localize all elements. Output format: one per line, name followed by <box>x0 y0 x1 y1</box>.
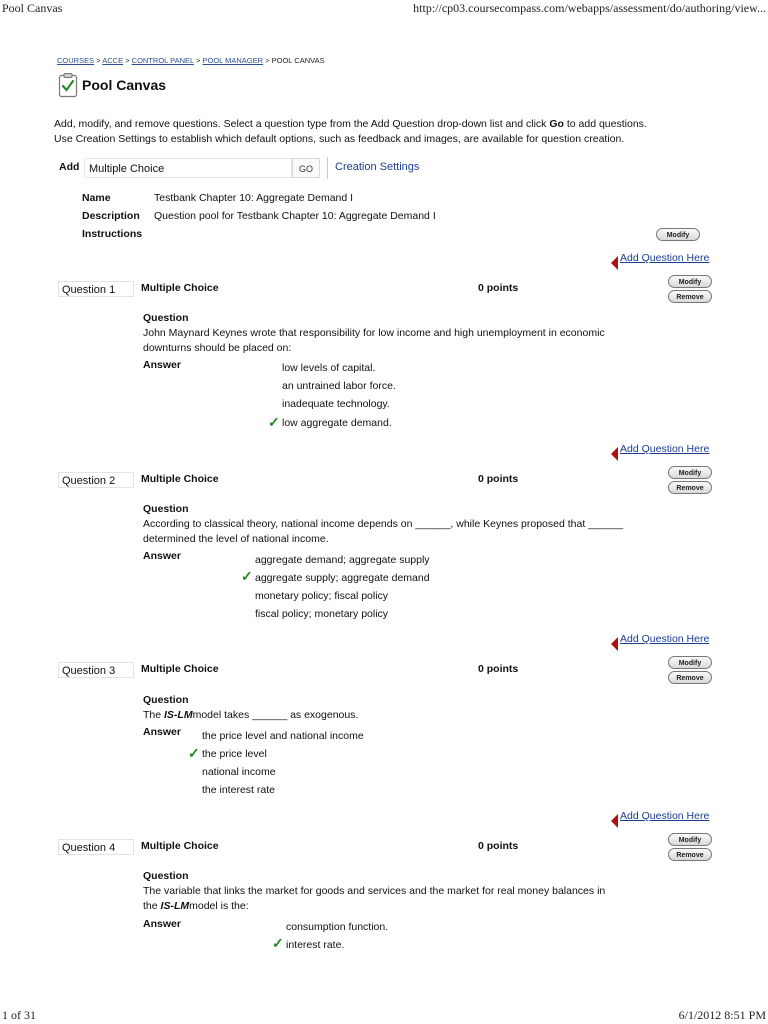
answer-option: an untrained labor force. <box>282 380 396 392</box>
add-question-here-link[interactable]: Add Question Here <box>620 252 710 264</box>
question-type: Multiple Choice <box>141 663 219 675</box>
go-button[interactable]: GO <box>292 158 320 178</box>
modify-button[interactable]: Modify <box>668 275 712 288</box>
name-value: Testbank Chapter 10: Aggregate Demand I <box>154 192 354 204</box>
correct-check-icon: ✓ <box>241 568 253 584</box>
clipboard-check-icon <box>58 72 78 98</box>
breadcrumb-separator: > <box>265 56 270 65</box>
remove-button[interactable]: Remove <box>668 481 712 494</box>
answer-label: Answer <box>143 359 181 371</box>
answer-option-correct: the price level <box>202 748 267 760</box>
breadcrumb-separator: > <box>96 56 101 65</box>
correct-check-icon: ✓ <box>268 414 280 430</box>
answer-label: Answer <box>143 726 181 738</box>
question-label: Question <box>143 694 189 706</box>
add-question-marker-icon <box>611 256 618 270</box>
add-question-here-link[interactable]: Add Question Here <box>620 633 710 645</box>
divider <box>327 157 328 179</box>
instructions-label: Instructions <box>82 228 143 240</box>
remove-button[interactable]: Remove <box>668 848 712 861</box>
question-points: 0 points <box>478 840 519 852</box>
modify-pool-button[interactable]: Modify <box>656 228 700 241</box>
add-question-marker-icon <box>611 447 618 461</box>
print-header-title: Pool Canvas <box>2 1 63 15</box>
answer-option: monetary policy; fiscal policy <box>255 590 389 602</box>
answer-option: aggregate demand; aggregate supply <box>255 554 430 566</box>
answer-option-correct: aggregate supply; aggregate demand <box>255 572 430 584</box>
add-question-here-link[interactable]: Add Question Here <box>620 443 710 455</box>
answer-option: the price level and national income <box>202 730 364 742</box>
answer-option-correct: interest rate. <box>286 939 345 951</box>
remove-button[interactable]: Remove <box>668 290 712 303</box>
answer-option: national income <box>202 766 276 778</box>
question-type: Multiple Choice <box>141 473 219 485</box>
print-footer-date: 6/1/2012 8:51 PM <box>678 1008 766 1022</box>
breadcrumb-separator: > <box>125 56 130 65</box>
question-number: Question 4 <box>58 839 134 855</box>
question-text: According to classical theory, national income depends on ______, while Keynes proposed that ______ determined the level of national income. <box>143 518 624 545</box>
creation-settings-link[interactable]: Creation Settings <box>335 161 420 173</box>
breadcrumb-courses[interactable]: COURSES <box>57 56 95 65</box>
answer-option: low levels of capital. <box>282 362 376 374</box>
breadcrumb-current: POOL CANVAS <box>271 56 325 65</box>
answer-option: inadequate technology. <box>282 398 390 410</box>
answer-label: Answer <box>143 550 181 562</box>
modify-button[interactable]: Modify <box>668 466 712 479</box>
add-question-here-link[interactable]: Add Question Here <box>620 810 710 822</box>
question-label: Question <box>143 312 189 324</box>
question-points: 0 points <box>478 663 519 675</box>
answer-label: Answer <box>143 918 181 930</box>
question-type: Multiple Choice <box>141 840 219 852</box>
question-number: Question 2 <box>58 472 134 488</box>
question-label: Question <box>143 870 189 882</box>
add-label: Add <box>59 161 80 173</box>
question-number: Question 3 <box>58 662 134 678</box>
remove-button[interactable]: Remove <box>668 671 712 684</box>
name-label: Name <box>82 192 111 204</box>
print-header-url: http://cp03.coursecompass.com/webapps/assessment/do/authoring/view... <box>413 1 766 15</box>
print-footer-page: 1 of 31 <box>2 1008 36 1022</box>
add-question-marker-icon <box>611 814 618 828</box>
add-question-marker-icon <box>611 637 618 651</box>
question-label: Question <box>143 503 189 515</box>
question-text: The IS-LMmodel takes ______ as exogenous. <box>143 709 359 721</box>
modify-button[interactable]: Modify <box>668 656 712 669</box>
answer-option: fiscal policy; monetary policy <box>255 608 389 620</box>
question-type-select[interactable]: Multiple Choice <box>84 158 292 178</box>
breadcrumb-separator: > <box>196 56 201 65</box>
breadcrumb-pool-manager[interactable]: POOL MANAGER <box>202 56 264 65</box>
breadcrumb <box>57 56 325 65</box>
question-points: 0 points <box>478 473 519 485</box>
description-value: Question pool for Testbank Chapter 10: Aggregate Demand I <box>154 210 436 222</box>
intro-text: Add, modify, and remove questions. Select a question type from the Add Question drop-down list and click Go to add questions. Use Creation Settings to establish which default options, such as feedback and images, are available for question creation. <box>54 118 647 145</box>
page-title: Pool Canvas <box>82 77 167 93</box>
question-number: Question 1 <box>58 281 134 297</box>
correct-check-icon: ✓ <box>188 745 200 761</box>
breadcrumb-acce[interactable]: ACCE <box>102 56 124 65</box>
modify-button[interactable]: Modify <box>668 833 712 846</box>
question-text: The variable that links the market for goods and services and the market for real money balances in the IS-LMmodel is the: <box>143 885 606 912</box>
question-text: John Maynard Keynes wrote that responsibility for low income and high unemployment in economic downturns should be placed on: <box>143 327 605 354</box>
breadcrumb-control-panel[interactable]: CONTROL PANEL <box>131 56 194 65</box>
answer-option-correct: low aggregate demand. <box>282 417 392 429</box>
question-type: Multiple Choice <box>141 282 219 294</box>
answer-option: the interest rate <box>202 784 275 796</box>
correct-check-icon: ✓ <box>272 935 284 951</box>
intro-go-word: Go <box>549 118 564 130</box>
answer-option: consumption function. <box>286 921 389 933</box>
question-points: 0 points <box>478 282 519 294</box>
description-label: Description <box>82 210 140 222</box>
